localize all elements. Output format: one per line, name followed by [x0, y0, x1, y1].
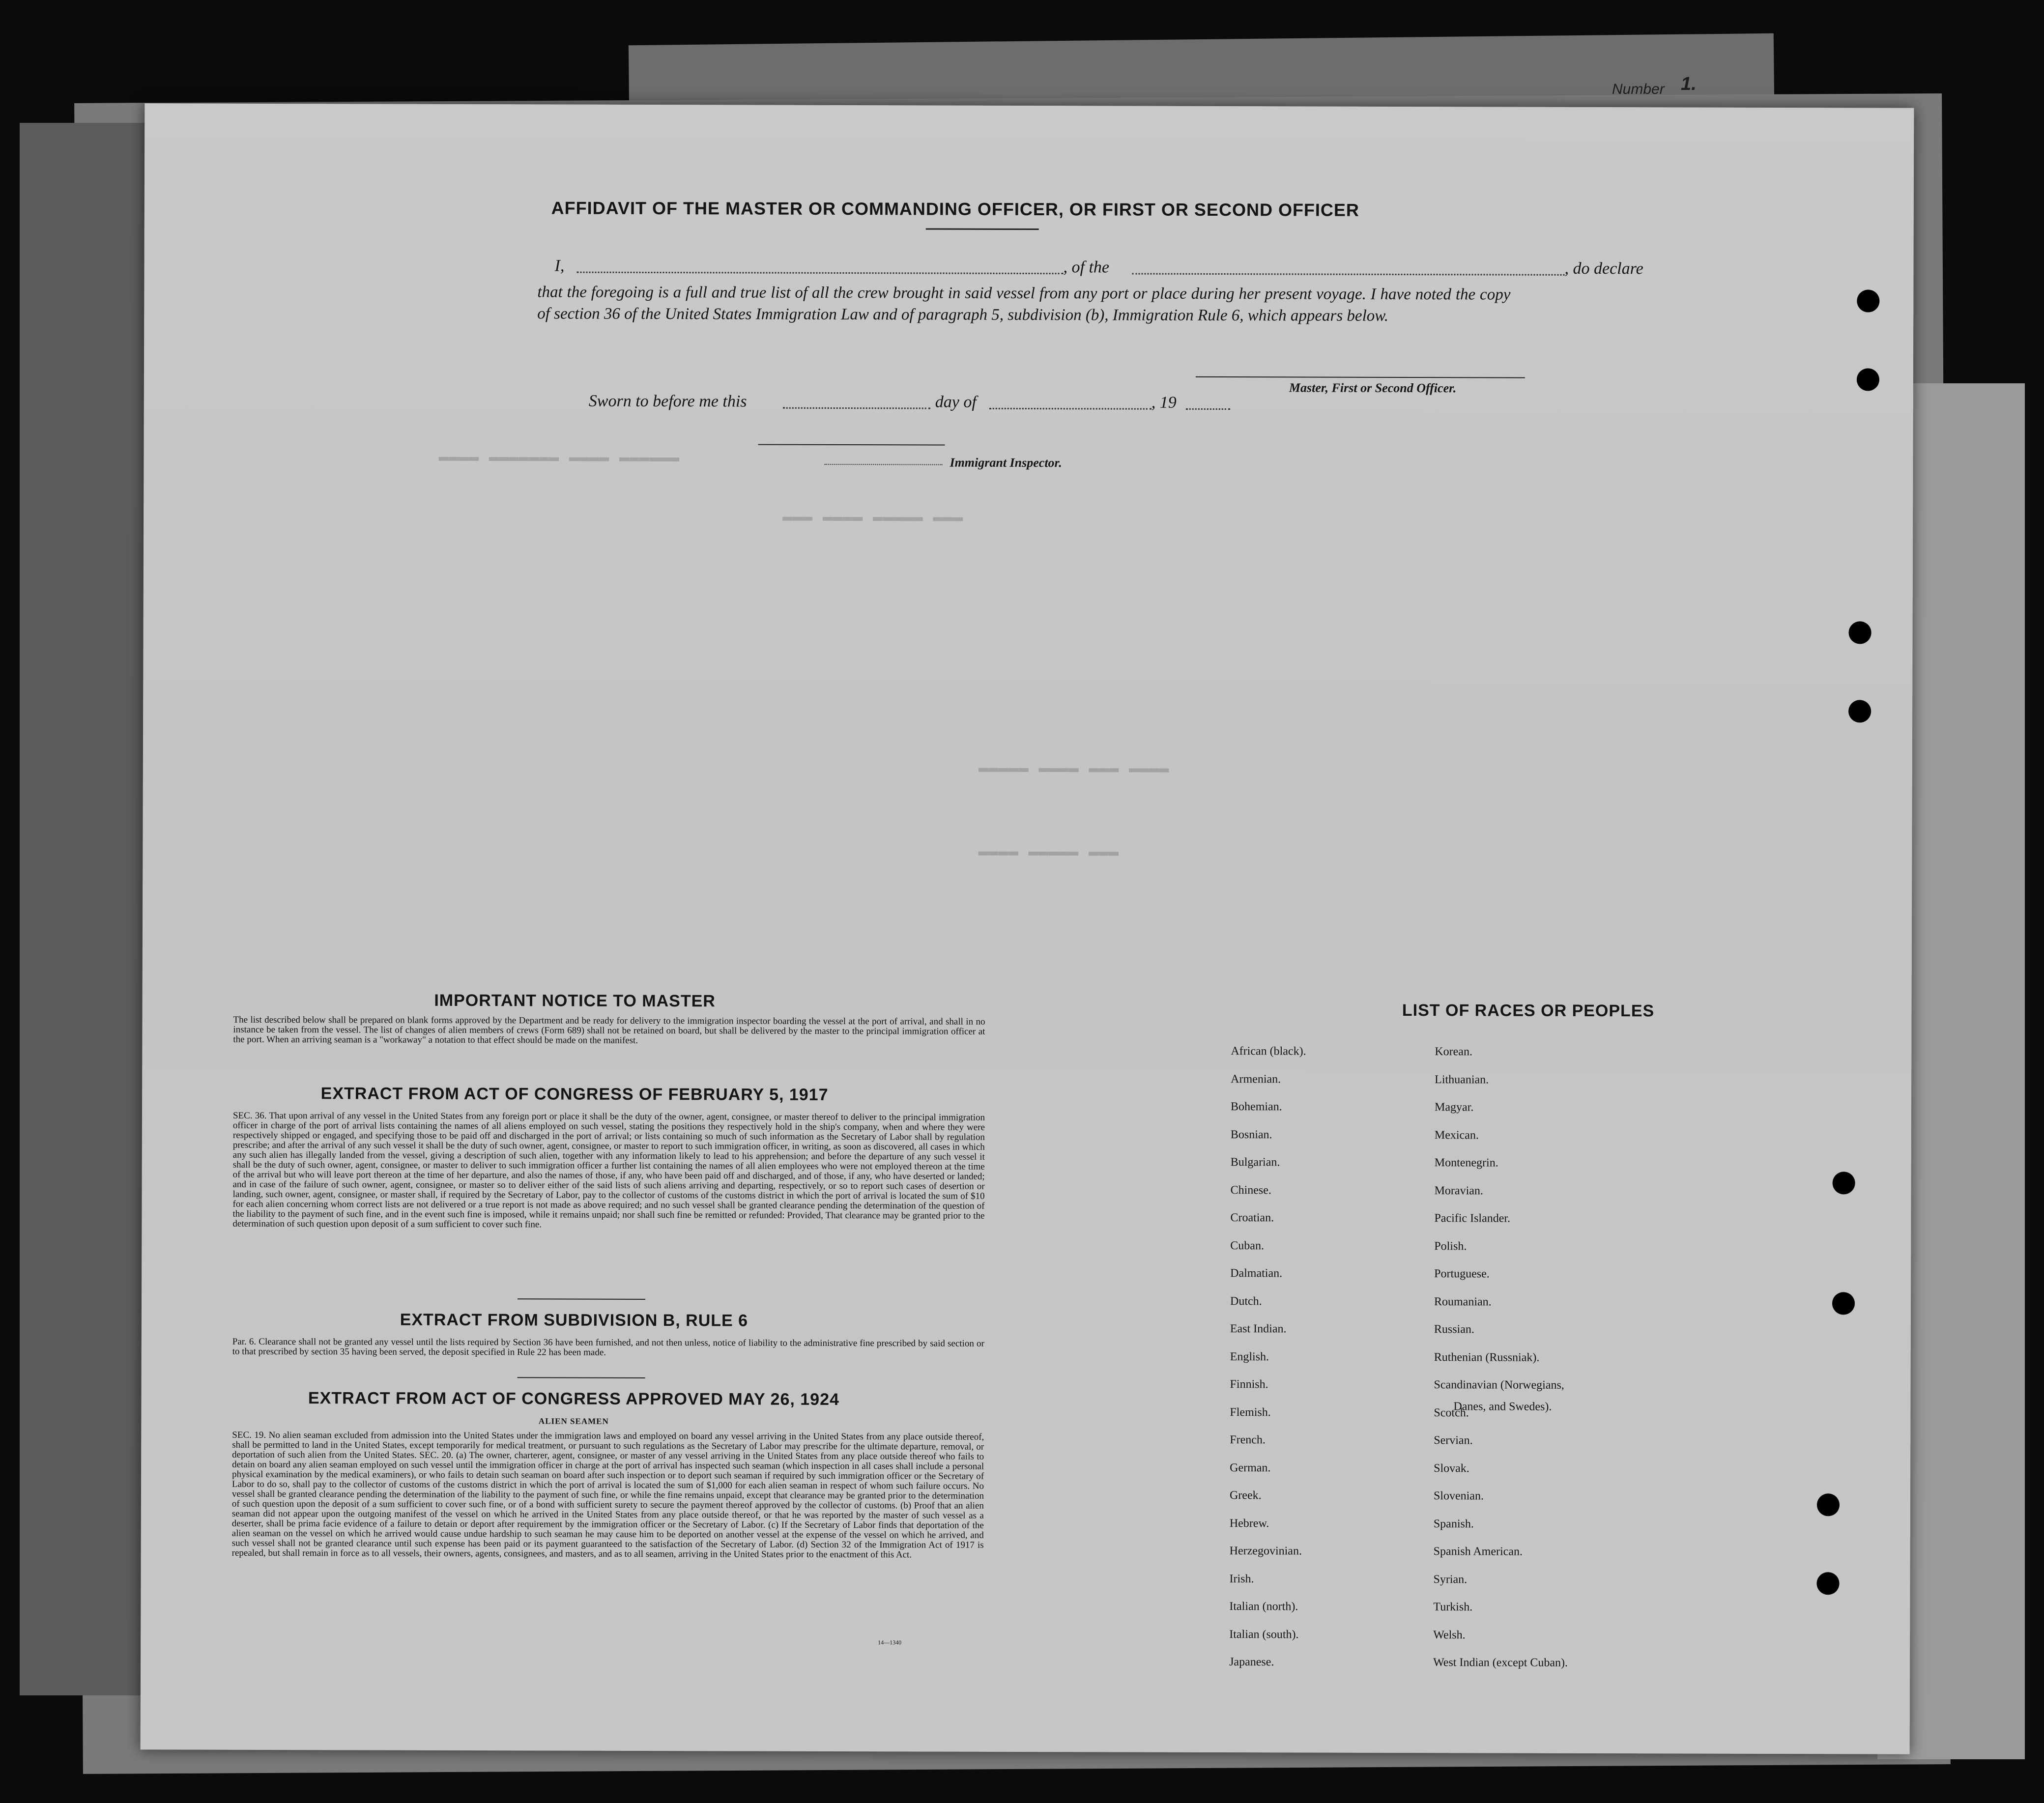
extract-1917-title: EXTRACT FROM ACT OF CONGRESS OF FEBRUARY 5, 1917 [320, 1084, 829, 1104]
race-item-right: Scandinavian (Norwegians, [1434, 1378, 1564, 1392]
affidavit-body: that the foregoing is a full and true list of all the crew brought in said vessel from any port or place during her present voyage. I have noted the copy of section 36 of the United States Immigration Law and of paragraph 5, subdivision (b), Immigration Rule 6, which appears below. [537, 283, 1511, 325]
document-page [141, 103, 1914, 1754]
inspector-label: Immigrant Inspector. [950, 455, 1062, 470]
race-item-left: Finnish. [1230, 1378, 1268, 1391]
binder-hole [1848, 700, 1871, 722]
race-item-right: Polish. [1434, 1239, 1467, 1253]
race-item-left: Bosnian. [1230, 1128, 1272, 1141]
race-item-left: Armenian. [1231, 1072, 1281, 1086]
vessel-blank [1132, 273, 1564, 276]
race-item-right: Welsh. [1433, 1628, 1466, 1641]
section-divider [518, 1298, 645, 1300]
binder-hole [1832, 1292, 1855, 1315]
race-item-right: Servian. [1434, 1434, 1473, 1447]
page-number-label: Number [1612, 81, 1665, 97]
race-item-right: Korean. [1435, 1045, 1473, 1059]
race-item-right: Spanish. [1433, 1517, 1474, 1530]
race-item-left: Hebrew. [1229, 1517, 1269, 1530]
affidavit-i-label: I, [554, 257, 565, 275]
affidavit-declare-label: , do declare [1564, 259, 1643, 278]
sworn-year-label: , 19 [1151, 393, 1177, 412]
sworn-day-blank [783, 407, 930, 409]
binder-hole [1816, 1572, 1839, 1595]
race-item-left: Cuban. [1230, 1239, 1265, 1252]
race-item-left: Bulgarian. [1230, 1156, 1280, 1169]
section-divider [518, 1377, 645, 1378]
extract-1917-body: SEC. 36. That upon arrival of any vessel in the United States from any foreign port or place it shall be the duty of the owner, agent, consignee, or master thereof to deliver to the principal immigration officer in charge of the port of arrival lists containing the names of all aliens employed on such vessel, stating the positions they respectively hold in the ship's company, when and where they were respectively shipped or engaged, and specifying those to be paid off and discharged in the port of arrival; or lists containing so much of such information as the Secretary of Labor shall by regulation prescribe; and after the arrival of any such vessel it shall be the duty of such owner, agent, consignee, or master to report to such immigration officer, in writing, as soon as discovered, all cases in which any such alien has illegally landed from the vessel, giving a description of such alien, together with any information likely to lead to his apprehension; and before the departure of any such vessel it shall be the duty of such owner, agent, consignee, or master to deliver to such immigration officer a further list containing the names of all alien employees who were not employed thereon at the time of the arrival but who will leave port thereon at the time of her departure, and also the names of those, if any, who have been paid off and discharged, and of those, if any, who have deserted or landed; and in case of the failure of such owner, agent, consignee, or master so to deliver either of the said lists of such aliens arriving and departing, respectively, or so to report such cases of desertion or landing, such owner, agent, consignee, or master shall, if required by the Secretary of Labor, pay to the collector of customs of the customs district in which the port of arrival is located the sum of $10 for each alien concerning whom correct lists are not delivered or a true report is not made as above required; and no such vessel shall be granted clearance pending the determination of the question of the liability to the payment of such fine, and in the event such fine is imposed, while it remains unpaid; nor shall such fine be remitted or refunded: Provided, That clearance may be granted prior to the determination of such question upon deposit of a sum sufficient to cover such fine. [232, 1110, 985, 1230]
binder-hole [1857, 289, 1879, 312]
extract-1924-title: EXTRACT FROM ACT OF CONGRESS APPROVED MAY 26, 1924 [308, 1389, 839, 1409]
notice-body: The list described below shall be prepared on blank forms approved by the Department and be ready for delivery to the immigration inspector boarding the vessel at the port of arrival, and shall in no instance be taken from the vessel. The list of changes of alien members of crews (Form 689) shall not be retained on board, but shall be delivered by the master to the principal immigration officer at the port. When an arriving seaman is a "workaway" a notation to that effect should be made on the manifest. [233, 1014, 985, 1046]
race-item-right: Lithuanian. [1435, 1073, 1489, 1086]
races-title: LIST OF RACES OR PEOPLES [1402, 1001, 1655, 1021]
race-item-left: Japanese. [1229, 1656, 1274, 1669]
race-item-right: Pacific Islander. [1434, 1212, 1511, 1225]
alien-seamen-subtitle: ALIEN SEAMEN [538, 1416, 609, 1426]
title-rule [926, 228, 1039, 230]
race-item-left: French. [1230, 1433, 1266, 1447]
binder-hole [1857, 368, 1879, 391]
extract-1924-body: SEC. 19. No alien seaman excluded from admission into the United States under the immigration laws and employed on board any vessel arriving in the United States from any place outside thereof, shall be permitted to land in the United States, except temporarily for medical treatment, or pursuant to such regulations as the Secretary of Labor may prescribe for the ultimate departure, removal, or deportation of such alien from the United States. SEC. 20. (a) The owner, charterer, agent, consignee, or master of any vessel arriving in the United States from any place outside thereof who fails to detain on board any alien seaman employed on such vessel until the immigration officer in charge at the port of arrival has inspected such seaman (which inspection in all cases shall include a personal physical examination by the medical examiners), or who fails to detain such seaman on board after such inspection or to deport such seaman if required by such immigration officer or the Secretary of Labor to do so, shall pay to the collector of customs of the customs district in which the port of arrival is located the sum of $1,000 for each alien seaman in respect of whom such failure occurs. No vessel shall be granted clearance pending the determination of the liability to the payment of such fine, or while the fine remains unpaid, except that clearance may be granted prior to the determination of such question upon the deposit of a sum sufficient to cover such fine, or of a bond with sufficient surety to secure the payment thereof approved by the collector of customs. (b) Proof that an alien seaman did not appear upon the outgoing manifest of the vessel on which he arrived in the United States from any place outside thereof, or that he was reported by the master of such vessel as a deserter, shall be prima facie evidence of a failure to detain or deport after requirement by the immigration officer or the Secretary of Labor. (c) If the Secretary of Labor finds that deportation of the alien seaman on the vessel on which he arrived would cause undue hardship to such seaman he may cause him to be deported on another vessel at the expense of the vessel on which he arrived, and such vessel shall not be granted clearance until such expense has been paid or its payment guaranteed to the satisfaction of the Secretary of Labor. (d) Section 32 of the Immigration Act of 1917 is repealed, but shall remain in force as to all vessels, their owners, agents, consignees, and masters, and as to all seamen, arriving in the United States prior to the enactment of this Act. [231, 1430, 984, 1560]
race-item-left: Irish. [1229, 1572, 1254, 1585]
race-item-right: Moravian. [1434, 1184, 1483, 1197]
race-item-left: Croatian. [1230, 1211, 1274, 1225]
race-item-right: Russian. [1434, 1323, 1474, 1336]
bleed-through-row: ▬▬▬▬ ▬▬▬▬▬ ▬▬▬ [978, 842, 1119, 862]
race-item-left: East Indian. [1230, 1322, 1287, 1336]
race-item-left: Dutch. [1230, 1294, 1262, 1308]
binder-hole [1849, 621, 1871, 644]
bleed-through-row: ▬▬▬▬ ▬▬▬▬▬▬▬ ▬▬▬▬ ▬▬▬▬▬▬ [438, 448, 680, 468]
race-item-left: Flemish. [1230, 1405, 1271, 1419]
race-item-right: Turkish. [1433, 1601, 1473, 1614]
race-item-left: Bohemian. [1231, 1100, 1282, 1114]
binder-hole [1833, 1172, 1855, 1194]
binder-hole [1817, 1493, 1840, 1516]
race-item-left: Italian (north). [1229, 1600, 1298, 1613]
race-item-left: English. [1230, 1350, 1269, 1363]
race-item-right: Scotch. [1434, 1406, 1469, 1419]
inspector-dotted [824, 464, 942, 465]
race-item-right: Slovak. [1434, 1461, 1469, 1475]
race-item-right: Montenegrin. [1434, 1156, 1498, 1170]
race-item-left: German. [1230, 1461, 1271, 1474]
race-item-right: Spanish American. [1433, 1545, 1523, 1558]
race-item-left: Greek. [1229, 1489, 1262, 1502]
race-item-left: Italian (south). [1229, 1628, 1299, 1641]
race-note: Danes, and Swedes). [1453, 1400, 1552, 1413]
form-code: 14—1340 [878, 1639, 902, 1646]
race-item-right: West Indian (except Cuban). [1433, 1656, 1568, 1669]
affidavit-of-label: , of the [1063, 258, 1110, 277]
race-item-left: Herzegovinian. [1229, 1545, 1302, 1558]
name-blank [576, 272, 1063, 275]
race-item-right: Ruthenian (Russniak). [1434, 1350, 1540, 1364]
inspector-line [758, 444, 945, 446]
race-item-right: Slovenian. [1433, 1489, 1484, 1503]
race-item-right: Magyar. [1435, 1101, 1474, 1114]
race-item-right: Mexican. [1434, 1128, 1479, 1142]
race-item-left: African (black). [1231, 1045, 1306, 1058]
race-item-right: Roumanian. [1434, 1295, 1492, 1308]
page-number-value: 1. [1681, 74, 1697, 94]
bleed-through-row: ▬▬▬ ▬▬▬▬ ▬▬▬▬▬ ▬▬▬ [782, 508, 963, 527]
bleed-through-row: ▬▬▬▬▬ ▬▬▬▬ ▬▬▬ ▬▬▬▬ [978, 759, 1169, 778]
extract-rule6-title: EXTRACT FROM SUBDIVISION B, RULE 6 [400, 1310, 749, 1330]
sworn-label: Sworn to before me this [588, 392, 747, 411]
affidavit-title: AFFIDAVIT OF THE MASTER OR COMMANDING OFFICER, OR FIRST OR SECOND OFFICER [551, 198, 1360, 220]
signature-label: Master, First or Second Officer. [1289, 380, 1457, 396]
sworn-month-blank [989, 408, 1152, 410]
race-item-left: Dalmatian. [1230, 1267, 1283, 1280]
race-item-left: Chinese. [1230, 1183, 1271, 1197]
race-item-right: Portuguese. [1434, 1267, 1490, 1281]
extract-rule6-body: Par. 6. Clearance shall not be granted any vessel until the lists required by Section 36 have been furnished, and not then unless, notice of liability to the administrative fine prescribed by said section or to that prescribed by section 35 having been served, the deposit specified in Rule 22 has been made. [232, 1336, 984, 1358]
sworn-day-of-label: day of [935, 393, 977, 411]
notice-title: IMPORTANT NOTICE TO MASTER [434, 991, 716, 1011]
signature-line [1196, 376, 1525, 378]
race-item-right: Syrian. [1433, 1573, 1468, 1586]
sworn-year-blank [1186, 408, 1230, 410]
